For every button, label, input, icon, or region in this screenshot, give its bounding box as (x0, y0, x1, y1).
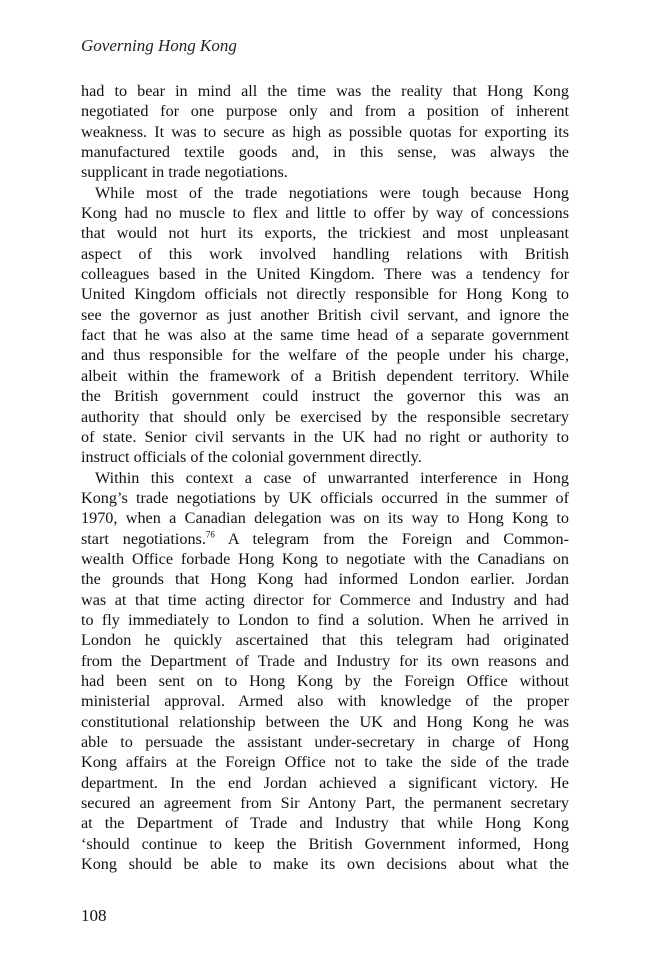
paragraph-3 (81, 468, 569, 875)
text-line: had been sent on to Hong Kong by the Foreign Office without (81, 671, 569, 690)
text-line: aspect of this work involved handling relations with British (81, 244, 569, 263)
text-line: had to bear in mind all the time was the reality that Hong Kong (81, 82, 569, 100)
paragraph-2 (81, 183, 569, 468)
text-line: manufactured textile goods and, in this sense, was always the (81, 143, 569, 162)
page-number: 108 (81, 906, 107, 925)
text-line: department. In the end Jordan achieved a significant victory. He (81, 773, 569, 792)
text-line: Kong’s trade negotiations by UK officials occurred in the summer of (81, 488, 569, 507)
text-line: the grounds that Hong Kong had informed London earlier. Jordan (81, 570, 569, 589)
text-line-with-footnote (81, 529, 569, 549)
text-line: instruct officials of the colonial government directly. (81, 448, 422, 467)
text-line: Kong should be able to make its own decisions about what the (81, 855, 569, 874)
text-line: fact that he was also at the same time head of a separate government (81, 326, 569, 345)
text-line: secured an agreement from Sir Antony Part, the permanent secretary (81, 794, 569, 813)
text-line: negotiated for one purpose only and from a position of inherent (81, 102, 569, 121)
text-line: weakness. It was to secure as high as possible quotas for exporting its (81, 122, 569, 141)
text-line: ‘should continue to keep the British Government informed, Hong (81, 834, 569, 853)
footnote-reference: 76 (205, 529, 215, 540)
text-line: While most of the trade negotiations were tough because Hong (95, 183, 569, 202)
text-line: able to persuade the assistant under-secretary in charge of Hong (81, 733, 569, 751)
text-line: constitutional relationship between the UK and Hong Kong he was (81, 712, 569, 731)
text-line: Within this context a case of unwarranted interference in Hong (95, 468, 569, 487)
text-line: authority that should only be exercised by the responsible secretary (81, 407, 569, 426)
text-line: wealth Office forbade Hong Kong to negotiate with the Canadians on (81, 549, 569, 568)
running-head: Governing Hong Kong (81, 36, 237, 55)
text-line: from the Department of Trade and Industry for its own reasons and (81, 651, 569, 670)
text-line: at the Department of Trade and Industry that while Hong Kong (81, 814, 569, 833)
text-line: albeit within the framework of a British dependent territory. While (81, 366, 569, 385)
text-line: that would not hurt its exports, the trickiest and most unpleasant (81, 224, 569, 243)
text-line: United Kingdom officials not directly responsible for Hong Kong to (81, 285, 569, 304)
text-line: to fly immediately to London to find a solution. When he arrived in (81, 610, 569, 629)
text-line: was at that time acting director for Commerce and Industry and had (81, 590, 569, 609)
text-line: see the governor as just another British civil servant, and ignore the (81, 305, 569, 324)
text-line: London he quickly ascertained that this telegram had originated (81, 631, 569, 650)
text-fragment: start negotiations. (81, 529, 206, 548)
text-line: ministerial approval. Armed also with knowledge of the proper (81, 692, 569, 711)
text-fragment: A telegram from the Foreign and Common- (214, 529, 570, 548)
paragraph-1 (81, 81, 569, 183)
text-line: 1970, when a Canadian delegation was on its way to Hong Kong to (81, 509, 569, 528)
text-line: of state. Senior civil servants in the UK had no right or authority to (81, 427, 569, 446)
body-text (81, 81, 569, 874)
text-line: Kong affairs at the Foreign Office not to take the side of the trade (81, 753, 569, 772)
text-line: Kong had no muscle to flex and little to offer by way of concessions (81, 204, 569, 223)
text-line: the British government could instruct the governor this was an (81, 387, 569, 406)
text-line: and thus responsible for the welfare of the people under his charge, (81, 346, 569, 365)
text-line: supplicant in trade negotiations. (81, 163, 288, 182)
text-line: colleagues based in the United Kingdom. There was a tendency for (81, 265, 569, 284)
